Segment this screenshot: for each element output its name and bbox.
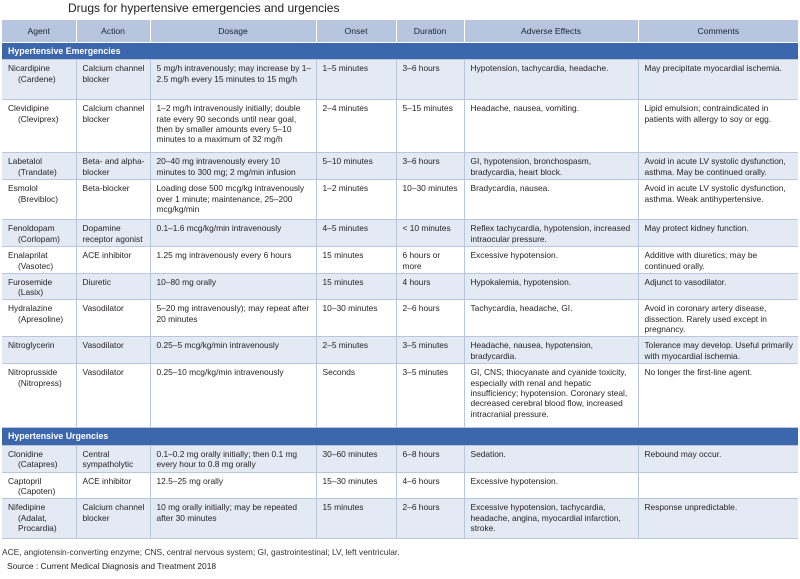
duration-cell: 6 hours or more <box>396 247 464 274</box>
action-cell: Dopamine receptor agonist <box>76 220 150 247</box>
table-row <box>2 445 798 472</box>
comments-cell: Avoid in acute LV systolic dysfunction, asthma. May be continued orally. <box>638 153 798 180</box>
agent-name: Nicardipine <box>8 63 50 74</box>
header-agent: Agent <box>2 20 76 43</box>
agent-brand: (Vasotec) <box>18 260 54 271</box>
table-row <box>2 180 798 220</box>
action-cell: Calcium channel blocker <box>76 100 150 153</box>
duration-cell: 10–30 minutes <box>396 180 464 220</box>
dosage-cell: 0.1–0.2 mg orally initially; then 0.1 mg every hour to 0.8 mg orally <box>150 445 316 472</box>
table-row <box>2 364 798 428</box>
comments-cell: Response unpredictable. <box>638 499 798 539</box>
agent-name: Clevidipine <box>8 103 49 114</box>
table-row <box>2 472 798 499</box>
duration-cell: 4–6 hours <box>396 472 464 499</box>
agent-brand: (Catapres) <box>18 458 58 469</box>
agent-name: Captopril <box>8 475 42 486</box>
header-duration: Duration <box>396 20 464 43</box>
table-row <box>2 499 798 539</box>
agent-name: Nifedipine <box>8 502 46 513</box>
action-cell: ACE inhibitor <box>76 247 150 274</box>
agent-brand: (Cleviprex) <box>18 113 59 124</box>
adverse-effects-cell: Reflex tachycardia, hypotension, increased intraocular pressure. <box>464 220 638 247</box>
duration-cell: 2–6 hours <box>396 300 464 337</box>
agent-brand: (Apresoline) <box>18 313 64 324</box>
onset-cell: 30–60 minutes <box>316 445 396 472</box>
agent-name: Fenoldopam <box>8 223 55 234</box>
duration-cell: 4 hours <box>396 273 464 300</box>
agent-name: Enalaprilat <box>8 250 48 261</box>
agent-cell <box>2 499 76 539</box>
table-row <box>2 300 798 337</box>
onset-cell: 15 minutes <box>316 499 396 539</box>
action-cell: Calcium channel blocker <box>76 60 150 100</box>
dosage-cell: Loading dose 500 mcg/kg intravenously over 1 minute; maintenance, 25–200 mcg/kg/min <box>150 180 316 220</box>
agent-brand: (Lasix) <box>18 287 44 298</box>
header-comments: Comments <box>638 20 798 43</box>
duration-cell: 3–6 hours <box>396 60 464 100</box>
agent-brand: (Adalat, Procardia) <box>18 512 57 533</box>
action-cell: Vasodilator <box>76 337 150 364</box>
header-adverse-effects: Adverse Effects <box>464 20 638 43</box>
agent-brand: (Cardene) <box>18 73 56 84</box>
duration-cell: 6–8 hours <box>396 445 464 472</box>
comments-cell <box>638 472 798 499</box>
dosage-cell: 5 mg/h intravenously; may increase by 1–2.5 mg/h every 15 minutes to 15 mg/h <box>150 60 316 100</box>
onset-cell: 5–10 minutes <box>316 153 396 180</box>
adverse-effects-cell: Sedation. <box>464 445 638 472</box>
dosage-cell: 5–20 mg intravenously); may repeat after 20 minutes <box>150 300 316 337</box>
agent-cell <box>2 300 76 337</box>
onset-cell: 15 minutes <box>316 247 396 274</box>
header-row <box>2 20 798 43</box>
comments-cell: Rebound may occur. <box>638 445 798 472</box>
dosage-cell: 0.1–1.6 mcg/kg/min intravenously <box>150 220 316 247</box>
agent-cell <box>2 60 76 100</box>
adverse-effects-cell: Excessive hypotension. <box>464 247 638 274</box>
onset-cell: 15 minutes <box>316 273 396 300</box>
onset-cell: 15–30 minutes <box>316 472 396 499</box>
table-row <box>2 60 798 100</box>
agent-cell <box>2 273 76 300</box>
agent-name: Nitroglycerin <box>8 340 55 351</box>
duration-cell: 5–15 minutes <box>396 100 464 153</box>
dosage-cell: 1.25 mg intravenously every 6 hours <box>150 247 316 274</box>
agent-name: Hydralazine <box>8 303 53 314</box>
adverse-effects-cell: Excessive hypotension. <box>464 472 638 499</box>
agent-cell <box>2 445 76 472</box>
action-cell: Beta-blocker <box>76 180 150 220</box>
comments-cell: Avoid in coronary artery disease, dissection. Rarely used except in pregnancy. <box>638 300 798 337</box>
action-cell: Vasodilator <box>76 364 150 428</box>
section-row <box>2 428 798 445</box>
table-row <box>2 100 798 153</box>
agent-name: Clonidine <box>8 448 43 459</box>
agent-cell <box>2 337 76 364</box>
onset-cell: 4–5 minutes <box>316 220 396 247</box>
adverse-effects-cell: Bradycardia, nausea. <box>464 180 638 220</box>
comments-cell: May protect kidney function. <box>638 220 798 247</box>
section-row <box>2 43 798 60</box>
agent-name: Furosemide <box>8 276 53 287</box>
source-citation: Source : Current Medical Diagnosis and Treatment 2018 <box>7 561 217 571</box>
comments-cell: May precipitate myocardial ischemia. <box>638 60 798 100</box>
agent-name: Esmolol <box>8 183 38 194</box>
comments-cell: Tolerance may develop. Useful primarily with myocardial ischemia. <box>638 337 798 364</box>
agent-cell <box>2 247 76 274</box>
agent-name: Nitroprusside <box>8 367 58 378</box>
agent-cell <box>2 220 76 247</box>
comments-cell: Adjunct to vasodilator. <box>638 273 798 300</box>
adverse-effects-cell: Hypotension, tachycardia, headache. <box>464 60 638 100</box>
comments-cell: Additive with diuretics; may be continued orally. <box>638 247 798 274</box>
duration-cell: < 10 minutes <box>396 220 464 247</box>
dosage-cell: 0.25–10 mcg/kg/min intravenously <box>150 364 316 428</box>
section-label: Hypertensive Urgencies <box>2 428 798 445</box>
action-cell: Beta- and alpha-blocker <box>76 153 150 180</box>
adverse-effects-cell: Headache, nausea, hypotension, bradycardia. <box>464 337 638 364</box>
table-row <box>2 273 798 300</box>
drug-table <box>2 20 798 539</box>
adverse-effects-cell: GI, CNS; thiocyanate and cyanide toxicity, especially with renal and hepatic insufficiency; hypotension. Coronary steal, decreased cerebral blood flow, increased intracranial pressure. <box>464 364 638 428</box>
table-row <box>2 220 798 247</box>
duration-cell: 2–6 hours <box>396 499 464 539</box>
dosage-cell: 10–80 mg orally <box>150 273 316 300</box>
agent-brand: (Trandate) <box>18 166 57 177</box>
dosage-cell: 0.25–5 mcg/kg/min intravenously <box>150 337 316 364</box>
dosage-cell: 20–40 mg intravenously every 10 minutes to 300 mg; 2 mg/min infusion <box>150 153 316 180</box>
adverse-effects-cell: GI, hypotension, bronchospasm, bradycardia, heart block. <box>464 153 638 180</box>
onset-cell: 1–5 minutes <box>316 60 396 100</box>
agent-cell <box>2 472 76 499</box>
action-cell: Vasodilator <box>76 300 150 337</box>
adverse-effects-cell: Headache, nausea, vomiting. <box>464 100 638 153</box>
table-body <box>2 43 798 539</box>
action-cell: Calcium channel blocker <box>76 499 150 539</box>
adverse-effects-cell: Tachycardia, headache, GI. <box>464 300 638 337</box>
comments-cell: No longer the first-line agent. <box>638 364 798 428</box>
onset-cell: 2–4 minutes <box>316 100 396 153</box>
agent-cell <box>2 180 76 220</box>
agent-brand: (Nitropress) <box>18 377 62 388</box>
comments-cell: Avoid in acute LV systolic dysfunction, asthma. Weak antihypertensive. <box>638 180 798 220</box>
header-action: Action <box>76 20 150 43</box>
agent-cell <box>2 364 76 428</box>
onset-cell: Seconds <box>316 364 396 428</box>
adverse-effects-cell: Hypokalemia, hypotension. <box>464 273 638 300</box>
comments-cell: Lipid emulsion; contraindicated in patients with allergy to soy or egg. <box>638 100 798 153</box>
onset-cell: 2–5 minutes <box>316 337 396 364</box>
duration-cell: 3–5 minutes <box>396 364 464 428</box>
agent-brand: (Corlopam) <box>18 233 60 244</box>
duration-cell: 3–5 minutes <box>396 337 464 364</box>
table-row <box>2 337 798 364</box>
action-cell: Central sympatholytic <box>76 445 150 472</box>
table-row <box>2 247 798 274</box>
dosage-cell: 12.5–25 mg orally <box>150 472 316 499</box>
action-cell: ACE inhibitor <box>76 472 150 499</box>
table-title: Drugs for hypertensive emergencies and urgencies <box>68 1 340 15</box>
onset-cell: 1–2 minutes <box>316 180 396 220</box>
action-cell: Diuretic <box>76 273 150 300</box>
agent-name: Labetalol <box>8 156 42 167</box>
section-label: Hypertensive Emergencies <box>2 43 798 60</box>
footnote: ACE, angiotensin-converting enzyme; CNS, central nervous system; GI, gastrointestinal; LV, left ventricular. <box>2 547 400 557</box>
table-row <box>2 153 798 180</box>
agent-cell <box>2 100 76 153</box>
dosage-cell: 1–2 mg/h intravenously initially; double rate every 90 seconds until near goal, then by smaller amounts every 5–10 minutes to a maximum of 32 mg/h <box>150 100 316 153</box>
header-dosage: Dosage <box>150 20 316 43</box>
adverse-effects-cell: Excessive hypotension, tachycardia, headache, angina, myocardial infarction, stroke. <box>464 499 638 539</box>
onset-cell: 10–30 minutes <box>316 300 396 337</box>
duration-cell: 3–6 hours <box>396 153 464 180</box>
dosage-cell: 10 mg orally initially; may be repeated after 30 minutes <box>150 499 316 539</box>
header-onset: Onset <box>316 20 396 43</box>
agent-brand: (Brevibloc) <box>18 193 59 204</box>
agent-cell <box>2 153 76 180</box>
agent-brand: (Capoten) <box>18 485 56 496</box>
